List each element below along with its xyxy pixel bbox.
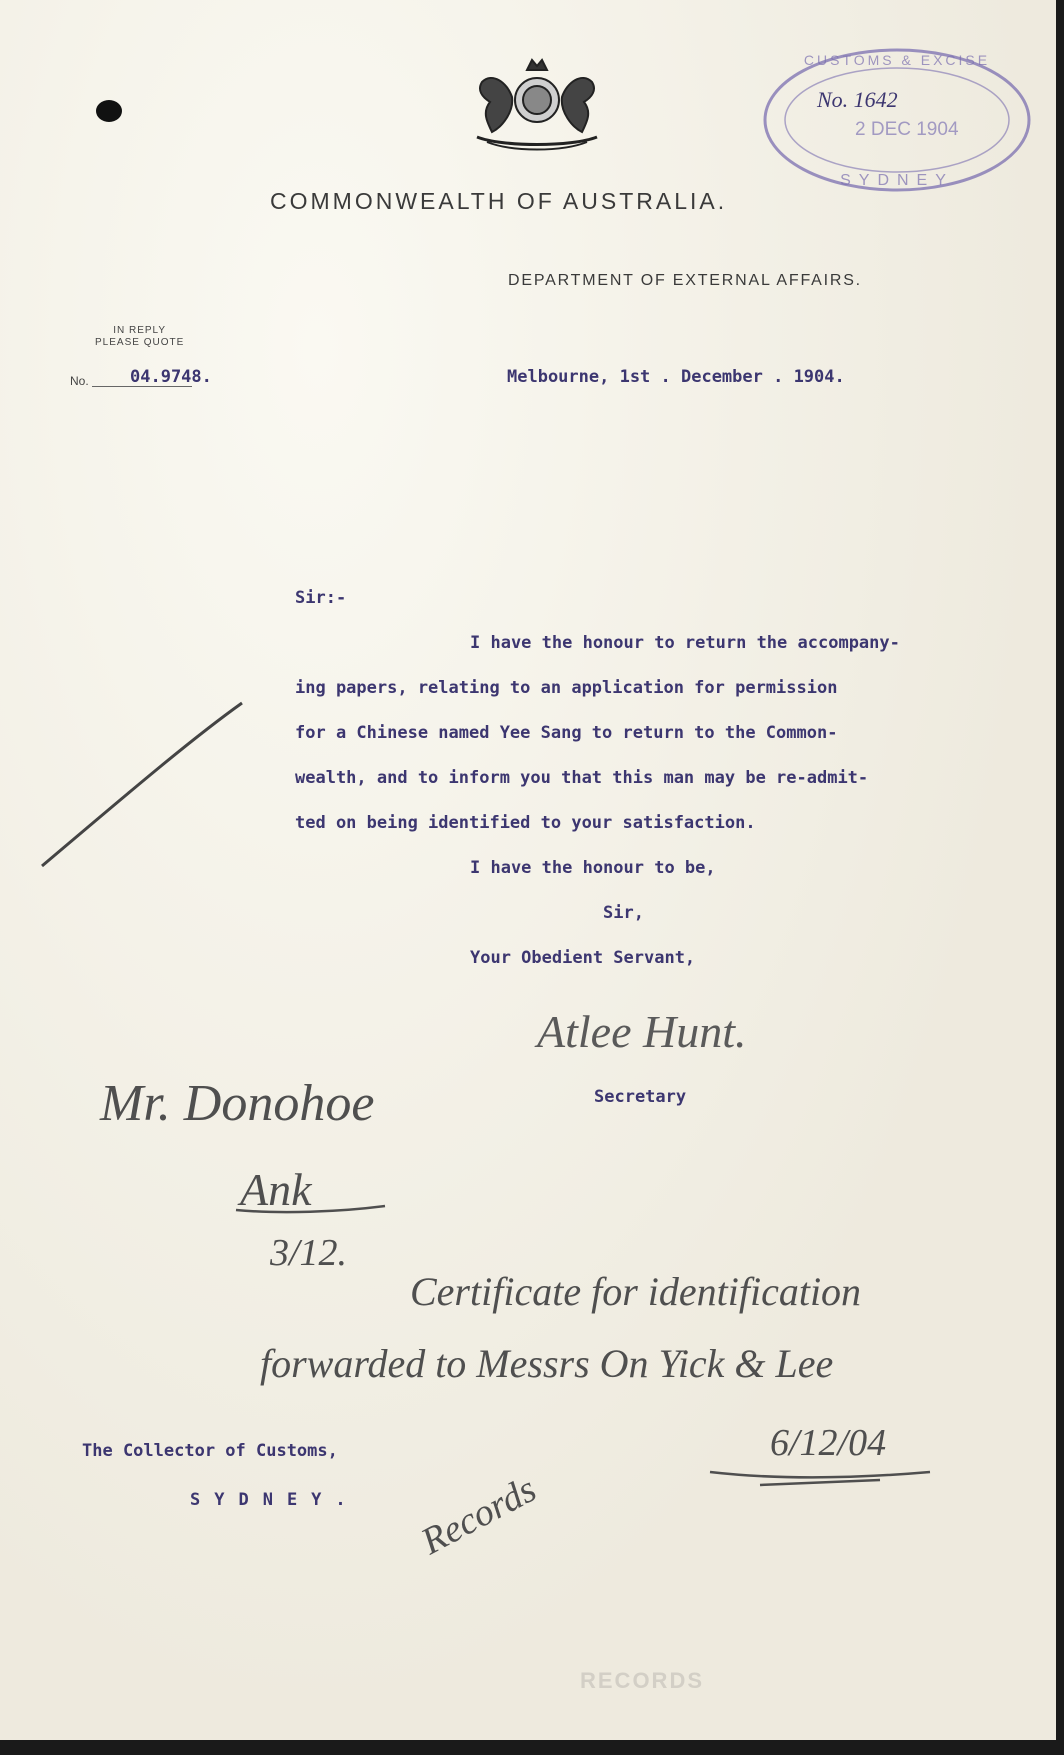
annotation-underline	[236, 1206, 385, 1212]
annotation-text: Certificate for identification	[410, 1269, 862, 1314]
stamp-date: 2 DEC 1904	[855, 119, 959, 140]
body-line: ing papers, relating to an application for permission	[295, 678, 838, 698]
signatory-title: Secretary	[594, 1087, 687, 1107]
reference-number: 04.9748.	[130, 367, 212, 387]
body-line: ted on being identified to your satisfaction.	[295, 813, 756, 833]
closing-servant: Your Obedient Servant,	[470, 948, 696, 968]
annotation-text: Ank	[240, 1164, 312, 1215]
faded-records-stamp: RECORDS	[580, 1668, 705, 1693]
closing-line: I have the honour to be,	[470, 858, 716, 878]
annotation-text: 6/12/04	[770, 1422, 887, 1464]
stamp-top-text: CUSTOMS & EXCISE	[803, 52, 991, 68]
salutation: Sir:-	[295, 588, 347, 608]
customs-received-stamp	[757, 35, 1055, 205]
margin-pencil-stroke	[0, 0, 260, 880]
addressee-city: SYDNEY.	[190, 1490, 360, 1510]
annotation-text: forwarded to Messrs On Yick & Lee	[260, 1341, 834, 1386]
reference-no-label: No.	[70, 374, 89, 388]
annotation-underline	[760, 1480, 880, 1485]
department-heading: DEPARTMENT OF EXTERNAL AFFAIRS.	[508, 272, 862, 289]
annotation-text: Mr. Donohoe	[100, 1075, 375, 1132]
reply-label-line-2: PLEASE QUOTE	[95, 337, 185, 348]
reply-label-line-1: IN REPLY	[113, 325, 167, 336]
letterhead-title: COMMONWEALTH OF AUSTRALIA.	[270, 188, 728, 214]
body-line: for a Chinese named Yee Sang to return to the Common-	[295, 723, 838, 743]
dateline: Melbourne, 1st . December . 1904.	[507, 367, 845, 387]
annotation-text: 3/12.	[270, 1232, 348, 1274]
stamp-city: SYDNEY	[840, 172, 954, 189]
closing-sir: Sir,	[603, 903, 644, 923]
body-line: wealth, and to inform you that this man may be re-admit-	[295, 768, 869, 788]
annotation-text: Records	[414, 1468, 543, 1563]
signature-text: Atlee Hunt.	[537, 1006, 747, 1057]
addressee-line: The Collector of Customs,	[82, 1441, 338, 1461]
body-line: I have the honour to return the accompany-	[470, 633, 900, 653]
stamp-number: No. 1642	[817, 87, 898, 112]
coat-of-arms-icon	[462, 42, 612, 157]
annotation-underline	[710, 1472, 930, 1477]
signature	[533, 995, 853, 1075]
